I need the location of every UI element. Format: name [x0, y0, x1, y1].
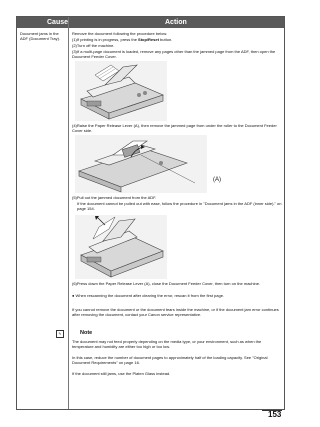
note-text-1: The document may not feed properly depending on the media type, or your environment, such as when the temperature and humidity are either too high or too low.	[72, 339, 262, 349]
stop-reset-label: Stop/Reset	[138, 37, 159, 42]
note-icon: ✎	[56, 330, 64, 338]
column-divider	[68, 17, 69, 409]
page-number: 153	[268, 410, 282, 419]
step-5-detail: If the document cannot be pulled out with ease, follow the procedure in "Document jams in the ADF (inner side)." on page 154.	[77, 201, 282, 211]
contact-text: If you cannot remove the document or the document tears inside the machine, or if the document jam error continues after removing the document, contact your Canon service representative.	[72, 307, 279, 317]
cause-text: Document jams in the ADF (Document Tray).	[20, 31, 61, 41]
bullet-text: When rescanning the document after clearing the error, rescan it from the first page.	[75, 293, 225, 298]
header-cause: Cause	[47, 19, 69, 26]
callout-a: (A)	[213, 177, 221, 183]
step-1-post: button.	[158, 37, 173, 42]
step-5: (5)Pull out the jammed document from the ADF.	[72, 195, 157, 200]
intro-text: Remove the document following the procedure below.	[72, 31, 168, 36]
illustration-paper-release-lever	[75, 135, 207, 193]
step-1-pre: (1)If printing is in progress, press the	[72, 37, 139, 42]
table-header	[17, 17, 284, 28]
step-6: (6)Press down the Paper Release Lever (A), close the Document Feeder Cover, then turn on the machine.	[72, 281, 261, 286]
note-title: Note	[80, 330, 93, 336]
bullet-item	[72, 293, 282, 298]
illustration-pull-document	[75, 215, 167, 279]
troubleshooting-table	[16, 16, 285, 410]
note-text-2: In this case, reduce the number of document pages to approximately half of the loading capacity. See "Original Document Requirements" on page 16.	[72, 355, 268, 365]
illustration-open-cover	[75, 61, 167, 121]
note-text-3: If the document still jams, use the Platen Glass instead.	[72, 371, 171, 376]
step-2: (2)Turn off the machine.	[72, 43, 115, 48]
step-4: (4)Raise the Paper Release Lever (A), then remove the jammed page from under the roller to the Document Feeder Cover side.	[72, 123, 277, 133]
step-1	[72, 37, 282, 42]
bullet-icon: ●	[72, 293, 75, 298]
step-3: (3)If a multi-page document is loaded, remove any pages other than the jammed page from the ADF, then open the Document Feeder Cover.	[72, 49, 276, 59]
header-action: Action	[165, 19, 187, 26]
